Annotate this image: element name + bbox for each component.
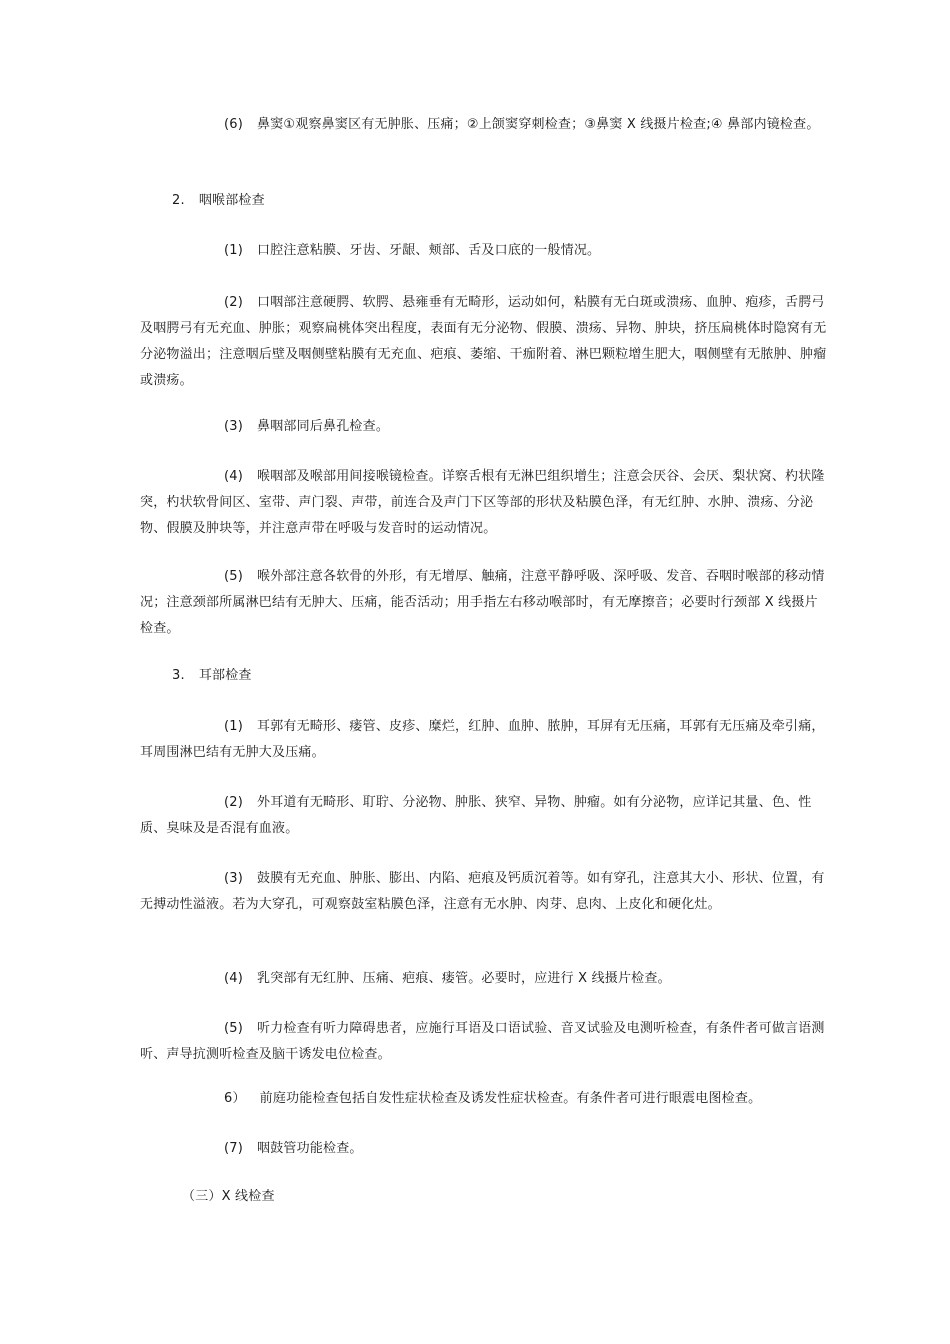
item-number: (4) bbox=[224, 971, 244, 986]
item-text: 咽鼓管功能检查。 bbox=[257, 1141, 363, 1156]
item-text: 鼓膜有无充血、肿胀、膨出、内陷、疤痕及钙质沉着等。如有穿孔，注意其大小、形状、位置，有无搏动性溢液。若为大穿孔，可观察鼓室粘膜色泽，注意有无水肿、肉芽、息肉、上皮化和硬化灶。 bbox=[140, 871, 825, 912]
item-text: 喉咽部及喉部用间接喉镜检查。详察舌根有无淋巴组织增生；注意会厌谷、会厌、梨状窝、杓状隆突，杓状软骨间区、室带、声门裂、声带，前连合及声门下区等部的形状及粘膜色泽，有无红肿、水肿、溃疡、分泌物、假膜及肿块等，并注意声带在呼吸与发音时的运动情况。 bbox=[140, 469, 825, 536]
item-text: 耳部检查 bbox=[198, 668, 252, 683]
paragraph-3-eardrum bbox=[140, 866, 830, 918]
item-number: 6） bbox=[224, 1091, 246, 1106]
paragraph-6-vestibular bbox=[140, 1086, 830, 1112]
paragraph-3-nasopharynx bbox=[140, 414, 830, 440]
item-text: 咽喉部检查 bbox=[198, 193, 265, 208]
paragraph-5-hearing bbox=[140, 1016, 830, 1068]
section-heading-xray bbox=[182, 1184, 275, 1210]
item-text: 听力检查有听力障碍患者，应施行耳语及口语试验、音叉试验及电测听检查，有条件者可做言语测听、声导抗测听检查及脑干诱发电位检查。 bbox=[140, 1021, 825, 1062]
paragraph-4-hypopharynx bbox=[140, 464, 830, 542]
paragraph-2-ear-canal bbox=[140, 790, 830, 842]
item-number: (1) bbox=[224, 243, 244, 258]
paragraph-4-mastoid bbox=[140, 966, 830, 992]
section-heading-throat bbox=[172, 188, 265, 214]
item-text: 口腔注意粘膜、牙齿、牙龈、颊部、舌及口底的一般情况。 bbox=[257, 243, 601, 258]
item-number: (1) bbox=[224, 719, 244, 734]
item-text: 耳郭有无畸形、瘘管、皮疹、糜烂，红肿、血肿、脓肿，耳屏有无压痛，耳郭有无压痛及牵引痛，耳周围淋巴结有无肿大及压痛。 bbox=[140, 719, 825, 760]
item-number: (7) bbox=[224, 1141, 244, 1156]
item-number: (2) bbox=[224, 795, 244, 810]
item-text: 鼻窦①观察鼻窦区有无肿胀、压痛；②上颌窦穿刺检查；③鼻窦 X 线摄片检查;④ 鼻部内镜检查。 bbox=[257, 117, 820, 132]
item-number: (4) bbox=[224, 469, 244, 484]
item-number: (5) bbox=[224, 1021, 244, 1036]
paragraph-1-auricle bbox=[140, 714, 830, 766]
paragraph-6-sinus bbox=[140, 112, 830, 138]
section-heading-ear bbox=[172, 663, 252, 689]
paragraph-2-oropharynx bbox=[140, 290, 830, 394]
item-number: 2. bbox=[172, 193, 185, 208]
item-text: 前庭功能检查包括自发性症状检查及诱发性症状检查。有条件者可进行眼震电图检查。 bbox=[259, 1091, 762, 1106]
item-text: 喉外部注意各软骨的外形，有无增厚、触痛，注意平静呼吸、深呼吸、发音、吞咽时喉部的移动情况；注意颈部所属淋巴结有无肿大、压痛，能否活动；用手指左右移动喉部时，有无摩擦音；必要时行颈部 X 线摄片检查。 bbox=[140, 569, 825, 636]
item-text: 口咽部注意硬腭、软腭、悬雍垂有无畸形，运动如何，粘膜有无白斑或溃疡、血肿、疱疹，舌腭弓及咽腭弓有无充血、肿胀；观察扁桃体突出程度，表面有无分泌物、假膜、溃疡、异物、肿块，挤压扁桃体时隐窝有无分泌物溢出；注意咽后壁及咽侧壁粘膜有无充血、疤痕、萎缩、干痂附着、淋巴颗粒增生肥大，咽侧壁有无脓肿、肿瘤或溃疡。 bbox=[140, 295, 827, 388]
item-text: 外耳道有无畸形、耵聍、分泌物、肿胀、狭窄、异物、肿瘤。如有分泌物，应详记其量、色、性质、臭味及是否混有血液。 bbox=[140, 795, 812, 836]
paragraph-5-external-larynx bbox=[140, 564, 830, 642]
item-number: (5) bbox=[224, 569, 244, 584]
item-text: 乳突部有无红肿、压痛、疤痕、瘘管。必要时，应进行 X 线摄片检查。 bbox=[257, 971, 671, 986]
item-number: (3) bbox=[224, 871, 244, 886]
item-text: 鼻咽部同后鼻孔检查。 bbox=[257, 419, 390, 434]
paragraph-7-eustachian bbox=[140, 1136, 830, 1162]
item-number: 3. bbox=[172, 668, 185, 683]
item-number: （三） bbox=[182, 1189, 222, 1204]
item-number: (2) bbox=[224, 295, 244, 310]
paragraph-1-oral bbox=[140, 238, 830, 264]
item-text: X 线检查 bbox=[221, 1189, 275, 1204]
item-number: (6) bbox=[224, 117, 244, 132]
item-number: (3) bbox=[224, 419, 244, 434]
